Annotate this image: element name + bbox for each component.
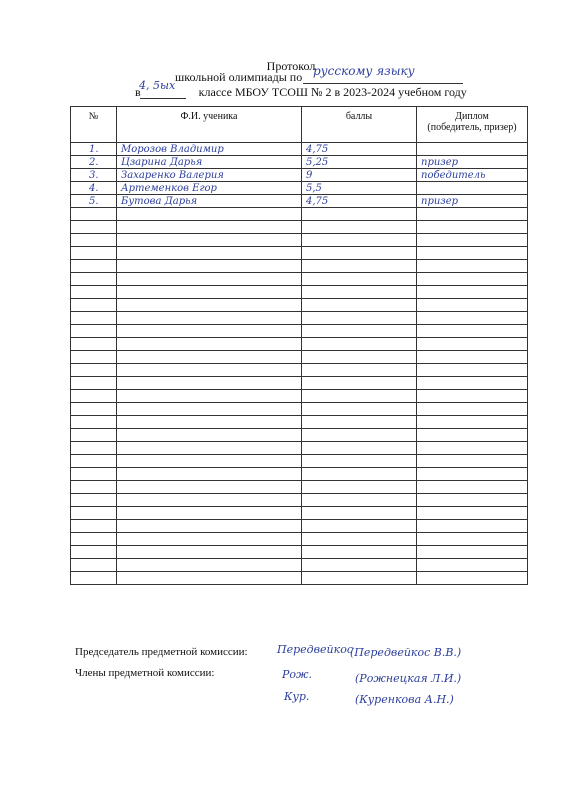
empty-cell bbox=[117, 208, 302, 221]
empty-cell bbox=[71, 468, 117, 481]
row-diploma bbox=[417, 195, 528, 208]
table-row-empty bbox=[71, 351, 528, 364]
row-diploma bbox=[417, 182, 528, 195]
empty-cell bbox=[417, 533, 528, 546]
empty-cell bbox=[117, 455, 302, 468]
empty-cell bbox=[302, 494, 417, 507]
table-header-row bbox=[71, 107, 528, 143]
row-number bbox=[71, 195, 117, 208]
table-row bbox=[71, 169, 528, 182]
empty-cell bbox=[302, 260, 417, 273]
protocol-title: Протокол bbox=[266, 59, 316, 73]
table-row bbox=[71, 182, 528, 195]
empty-cell bbox=[417, 260, 528, 273]
empty-cell bbox=[117, 559, 302, 572]
empty-cell bbox=[117, 221, 302, 234]
empty-cell bbox=[71, 312, 117, 325]
empty-cell bbox=[417, 507, 528, 520]
table-row-empty bbox=[71, 546, 528, 559]
col-diploma-subtitle: (победитель, призер) bbox=[427, 122, 517, 133]
table-row-empty bbox=[71, 403, 528, 416]
empty-cell bbox=[71, 221, 117, 234]
grade-handwritten: 4, 5ых bbox=[139, 79, 176, 92]
col-name-header: Ф.И. ученика bbox=[117, 107, 302, 143]
empty-cell bbox=[417, 325, 528, 338]
col-score-header: баллы bbox=[302, 107, 417, 143]
row-score-text: 4,75 bbox=[306, 143, 329, 155]
empty-cell bbox=[417, 481, 528, 494]
empty-cell bbox=[417, 234, 528, 247]
table-row bbox=[71, 143, 528, 156]
empty-cell bbox=[417, 468, 528, 481]
empty-cell bbox=[117, 442, 302, 455]
empty-cell bbox=[117, 507, 302, 520]
row-number bbox=[71, 143, 117, 156]
subject-underline bbox=[303, 83, 463, 84]
empty-cell bbox=[302, 546, 417, 559]
row-diploma bbox=[417, 169, 528, 182]
olympiad-prefix: школьной олимпиады по bbox=[175, 70, 303, 84]
row-score bbox=[302, 156, 417, 169]
row-number bbox=[71, 169, 117, 182]
table-row bbox=[71, 156, 528, 169]
row-score-text: 5,5 bbox=[306, 182, 322, 194]
empty-cell bbox=[117, 260, 302, 273]
empty-cell bbox=[417, 494, 528, 507]
empty-cell bbox=[71, 546, 117, 559]
table-row-empty bbox=[71, 572, 528, 585]
empty-cell bbox=[71, 494, 117, 507]
empty-cell bbox=[71, 390, 117, 403]
empty-cell bbox=[71, 520, 117, 533]
row-diploma-text: победитель bbox=[421, 169, 486, 181]
empty-cell bbox=[117, 299, 302, 312]
empty-cell bbox=[117, 468, 302, 481]
table-row-empty bbox=[71, 208, 528, 221]
row-student-name-text: Морозов Владимир bbox=[121, 143, 224, 155]
table-row-empty bbox=[71, 273, 528, 286]
empty-cell bbox=[117, 273, 302, 286]
member1-name: (Рожнецкая Л.И.) bbox=[355, 672, 462, 685]
empty-cell bbox=[302, 208, 417, 221]
col-number-header: № bbox=[71, 107, 117, 143]
empty-cell bbox=[417, 546, 528, 559]
row-student-name bbox=[117, 143, 302, 156]
empty-cell bbox=[302, 572, 417, 585]
row-score bbox=[302, 169, 417, 182]
empty-cell bbox=[117, 234, 302, 247]
empty-cell bbox=[117, 351, 302, 364]
empty-cell bbox=[71, 429, 117, 442]
empty-cell bbox=[302, 338, 417, 351]
table-row-empty bbox=[71, 559, 528, 572]
empty-cell bbox=[71, 260, 117, 273]
table-row-empty bbox=[71, 533, 528, 546]
row-diploma-text: призер bbox=[421, 156, 459, 168]
empty-cell bbox=[71, 533, 117, 546]
grade-underline bbox=[140, 98, 186, 99]
empty-cell bbox=[117, 416, 302, 429]
empty-cell bbox=[417, 442, 528, 455]
table-row-empty bbox=[71, 442, 528, 455]
members-label: Члены предметной комиссии: bbox=[75, 667, 215, 679]
empty-cell bbox=[71, 377, 117, 390]
row-score-text: 9 bbox=[306, 169, 313, 181]
empty-cell bbox=[117, 429, 302, 442]
empty-cell bbox=[302, 377, 417, 390]
empty-cell bbox=[117, 325, 302, 338]
empty-cell bbox=[117, 377, 302, 390]
table-row-empty bbox=[71, 429, 528, 442]
empty-cell bbox=[71, 559, 117, 572]
empty-cell bbox=[117, 338, 302, 351]
empty-cell bbox=[117, 533, 302, 546]
row-student-name-text: Цзарина Дарья bbox=[121, 156, 203, 168]
empty-cell bbox=[417, 377, 528, 390]
empty-cell bbox=[71, 364, 117, 377]
empty-cell bbox=[117, 364, 302, 377]
table-row-empty bbox=[71, 247, 528, 260]
member2-name: (Куренкова А.Н.) bbox=[355, 693, 454, 706]
empty-cell bbox=[302, 559, 417, 572]
empty-cell bbox=[302, 286, 417, 299]
table-row-empty bbox=[71, 494, 528, 507]
row-number-text: 2. bbox=[89, 156, 99, 168]
empty-cell bbox=[117, 546, 302, 559]
row-diploma bbox=[417, 156, 528, 169]
empty-cell bbox=[302, 312, 417, 325]
table-row-empty bbox=[71, 325, 528, 338]
table-row-empty bbox=[71, 221, 528, 234]
empty-cell bbox=[302, 390, 417, 403]
empty-cell bbox=[417, 520, 528, 533]
row-score bbox=[302, 195, 417, 208]
table-row-empty bbox=[71, 338, 528, 351]
empty-cell bbox=[417, 221, 528, 234]
empty-cell bbox=[302, 533, 417, 546]
empty-cell bbox=[71, 338, 117, 351]
empty-cell bbox=[71, 208, 117, 221]
empty-cell bbox=[417, 572, 528, 585]
member2-signature: Кур. bbox=[284, 690, 310, 703]
empty-cell bbox=[302, 520, 417, 533]
empty-cell bbox=[71, 416, 117, 429]
empty-cell bbox=[117, 403, 302, 416]
empty-cell bbox=[71, 247, 117, 260]
row-score bbox=[302, 182, 417, 195]
table-row-empty bbox=[71, 299, 528, 312]
empty-cell bbox=[117, 390, 302, 403]
class-suffix: классе МБОУ ТСОШ № 2 в 2023-2024 учебном году bbox=[198, 85, 467, 99]
empty-cell bbox=[302, 429, 417, 442]
row-number-text: 3. bbox=[89, 169, 99, 181]
empty-cell bbox=[117, 494, 302, 507]
row-number bbox=[71, 156, 117, 169]
empty-cell bbox=[302, 481, 417, 494]
table-row-empty bbox=[71, 312, 528, 325]
table-row-empty bbox=[71, 520, 528, 533]
empty-cell bbox=[302, 416, 417, 429]
row-student-name bbox=[117, 156, 302, 169]
empty-cell bbox=[302, 299, 417, 312]
row-student-name bbox=[117, 182, 302, 195]
empty-cell bbox=[302, 403, 417, 416]
table-row-empty bbox=[71, 234, 528, 247]
empty-cell bbox=[302, 364, 417, 377]
row-student-name-text: Бутова Дарья bbox=[121, 195, 198, 207]
empty-cell bbox=[71, 325, 117, 338]
empty-cell bbox=[117, 572, 302, 585]
empty-cell bbox=[117, 481, 302, 494]
table-row-empty bbox=[71, 377, 528, 390]
row-diploma-text: призер bbox=[421, 195, 459, 207]
row-score bbox=[302, 143, 417, 156]
empty-cell bbox=[302, 507, 417, 520]
empty-cell bbox=[417, 338, 528, 351]
empty-cell bbox=[302, 455, 417, 468]
empty-cell bbox=[71, 273, 117, 286]
empty-cell bbox=[302, 442, 417, 455]
empty-cell bbox=[417, 559, 528, 572]
row-score-text: 4,75 bbox=[306, 195, 329, 207]
empty-cell bbox=[71, 403, 117, 416]
table-row-empty bbox=[71, 286, 528, 299]
empty-cell bbox=[417, 208, 528, 221]
empty-cell bbox=[117, 312, 302, 325]
subject-handwritten: русскому языку bbox=[313, 64, 415, 78]
class-prefix: в bbox=[135, 85, 141, 99]
table-row-empty bbox=[71, 390, 528, 403]
row-number-text: 4. bbox=[89, 182, 99, 194]
empty-cell bbox=[71, 286, 117, 299]
empty-cell bbox=[71, 299, 117, 312]
empty-cell bbox=[417, 299, 528, 312]
row-student-name-text: Артеменков Егор bbox=[121, 182, 217, 194]
table-row-empty bbox=[71, 507, 528, 520]
empty-cell bbox=[71, 572, 117, 585]
empty-cell bbox=[71, 481, 117, 494]
empty-cell bbox=[302, 325, 417, 338]
empty-cell bbox=[417, 390, 528, 403]
empty-cell bbox=[302, 247, 417, 260]
col-diploma-header bbox=[417, 107, 528, 143]
row-number-text: 1. bbox=[89, 143, 99, 155]
row-number bbox=[71, 182, 117, 195]
empty-cell bbox=[302, 351, 417, 364]
table-row-empty bbox=[71, 468, 528, 481]
empty-cell bbox=[302, 234, 417, 247]
table-row-empty bbox=[71, 416, 528, 429]
row-student-name-text: Захаренко Валерия bbox=[121, 169, 224, 181]
row-number-text: 5. bbox=[89, 195, 99, 207]
empty-cell bbox=[117, 247, 302, 260]
empty-cell bbox=[71, 351, 117, 364]
empty-cell bbox=[71, 507, 117, 520]
empty-cell bbox=[417, 403, 528, 416]
empty-cell bbox=[302, 273, 417, 286]
empty-cell bbox=[71, 455, 117, 468]
empty-cell bbox=[417, 429, 528, 442]
chair-name: (Передвейкос В.В.) bbox=[350, 646, 462, 659]
table-row-empty bbox=[71, 455, 528, 468]
empty-cell bbox=[302, 468, 417, 481]
empty-cell bbox=[302, 221, 417, 234]
table-row-empty bbox=[71, 481, 528, 494]
empty-cell bbox=[417, 286, 528, 299]
empty-cell bbox=[417, 312, 528, 325]
table-row bbox=[71, 195, 528, 208]
results-table bbox=[70, 106, 528, 585]
col-diploma-title: Диплом bbox=[455, 111, 489, 122]
chair-label: Председатель предметной комиссии: bbox=[75, 646, 248, 658]
empty-cell bbox=[417, 351, 528, 364]
table-row-empty bbox=[71, 260, 528, 273]
empty-cell bbox=[117, 520, 302, 533]
empty-cell bbox=[417, 364, 528, 377]
table-row-empty bbox=[71, 364, 528, 377]
empty-cell bbox=[417, 273, 528, 286]
empty-cell bbox=[117, 286, 302, 299]
row-student-name bbox=[117, 169, 302, 182]
row-score-text: 5,25 bbox=[306, 156, 329, 168]
empty-cell bbox=[417, 247, 528, 260]
empty-cell bbox=[71, 234, 117, 247]
class-line bbox=[135, 79, 467, 100]
empty-cell bbox=[417, 455, 528, 468]
chair-signature: Передвейкос bbox=[277, 643, 353, 656]
empty-cell bbox=[417, 416, 528, 429]
empty-cell bbox=[71, 442, 117, 455]
row-diploma bbox=[417, 143, 528, 156]
row-student-name bbox=[117, 195, 302, 208]
member1-signature: Рож. bbox=[282, 668, 313, 681]
